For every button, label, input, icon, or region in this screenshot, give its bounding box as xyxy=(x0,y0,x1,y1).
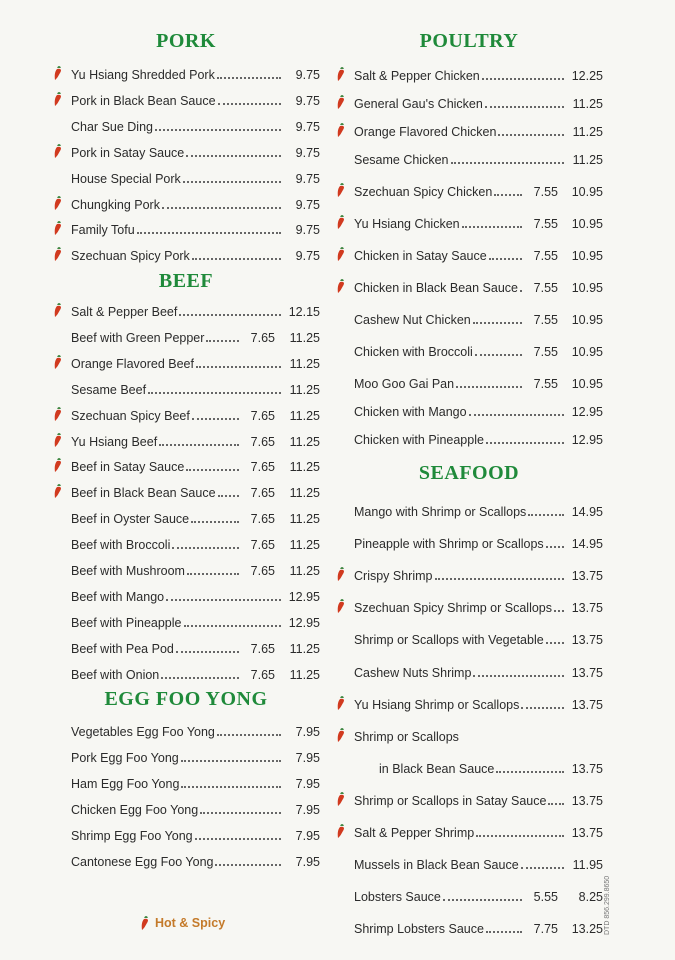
menu-item xyxy=(52,325,320,345)
chili-pepper-icon xyxy=(53,196,64,211)
menu-item-name: Szechuan Spicy Shrimp or Scallops xyxy=(354,601,553,616)
menu-item-price: 12.95 xyxy=(571,405,603,419)
menu-item-price: 11.25 xyxy=(289,564,320,578)
menu-item-name: Beef with Green Pepper xyxy=(71,330,205,345)
menu-item-name: House Special Pork xyxy=(71,171,181,186)
menu-item-name: Mango with Shrimp or Scallops xyxy=(354,505,527,519)
menu-item-name: Cantonese Egg Foo Yong xyxy=(71,854,214,869)
menu-item-name: Chicken Egg Foo Yong xyxy=(71,802,199,817)
menu-item xyxy=(335,563,603,583)
dot-leader xyxy=(485,106,564,108)
chili-pepper-icon xyxy=(53,221,64,236)
menu-item-name: Yu Hsiang Shrimp or Scallops xyxy=(354,697,520,712)
chili-pepper-icon xyxy=(53,92,64,107)
menu-item-name: Chicken with Broccoli xyxy=(354,345,473,359)
menu-item-name: Moo Goo Gai Pan xyxy=(354,377,455,391)
menu-item xyxy=(52,849,320,869)
section-title-beef: BEEF xyxy=(158,270,214,292)
menu-item-price: 9.75 xyxy=(295,145,320,160)
menu-item-name: Shrimp Lobsters Sauce xyxy=(354,922,484,937)
menu-item xyxy=(335,119,603,139)
menu-item-name: Yu Hsiang Beef xyxy=(71,434,158,449)
menu-item-price: 11.25 xyxy=(572,125,603,139)
menu-item-name: Orange Flavored Chicken xyxy=(354,125,497,139)
menu-item xyxy=(335,756,603,776)
menu-item-price: 11.25 xyxy=(289,330,320,345)
menu-item-price: 13.75 xyxy=(571,761,603,776)
dot-leader xyxy=(494,194,522,196)
menu-item-price-small: 7.65 xyxy=(250,564,275,578)
menu-item-name: Shrimp Egg Foo Yong xyxy=(71,828,193,843)
menu-item-price: 13.75 xyxy=(571,633,603,648)
menu-item xyxy=(335,852,603,872)
menu-item-name: Shrimp or Scallops in Satay Sauce xyxy=(354,793,547,808)
menu-item-name: Family Tofu xyxy=(71,223,135,238)
menu-item-name: Chicken with Pineapple xyxy=(354,433,484,447)
menu-item-price: 8.25 xyxy=(578,890,603,905)
menu-item-name: Sesame Chicken xyxy=(354,153,449,167)
menu-item-price: 10.95 xyxy=(571,185,603,199)
dot-leader xyxy=(435,578,565,580)
menu-item xyxy=(52,454,320,474)
menu-item-price: 12.25 xyxy=(571,69,603,83)
dot-leader xyxy=(162,207,281,209)
dot-leader xyxy=(469,414,564,416)
chili-pepper-icon xyxy=(336,123,347,138)
menu-item xyxy=(335,595,603,615)
dot-leader xyxy=(148,392,281,394)
menu-item-name: Yu Hsiang Shredded Pork xyxy=(71,68,215,82)
menu-item-price: 11.95 xyxy=(572,858,603,873)
menu-item-name: Orange Flavored Beef xyxy=(71,356,194,371)
dot-leader xyxy=(217,734,281,736)
menu-item-name: Beef with Pineapple xyxy=(71,615,182,630)
menu-item xyxy=(335,820,603,840)
menu-item-price-small: 7.55 xyxy=(533,249,558,263)
menu-item-price: 11.25 xyxy=(572,97,603,111)
menu-item-price: 11.25 xyxy=(572,153,603,167)
menu-item-name: Ham Egg Foo Yong xyxy=(71,776,180,791)
dot-leader xyxy=(473,322,522,324)
menu-item-price: 13.75 xyxy=(571,569,603,584)
menu-item-price-small: 7.55 xyxy=(533,185,558,199)
menu-item-price: 9.75 xyxy=(295,197,320,212)
menu-item-name: Salt & Pepper Shrimp xyxy=(354,826,475,840)
dot-leader xyxy=(520,290,522,292)
menu-item-price: 13.25 xyxy=(571,922,603,937)
menu-item-price: 12.95 xyxy=(288,589,320,604)
dot-leader xyxy=(183,181,281,183)
menu-item-name: Beef in Oyster Sauce xyxy=(71,512,190,527)
menu-item-name: in Black Bean Sauce xyxy=(379,761,495,776)
chili-pepper-icon xyxy=(53,484,64,499)
menu-item xyxy=(335,531,603,551)
dot-leader xyxy=(181,760,281,762)
menu-item xyxy=(52,558,320,578)
dot-leader xyxy=(482,78,564,80)
menu-item-name: Crispy Shrimp xyxy=(354,569,433,584)
menu-item-price-small: 7.65 xyxy=(250,538,275,553)
dot-leader xyxy=(528,514,564,516)
menu-item xyxy=(52,377,320,397)
menu-item xyxy=(52,62,320,82)
menu-item-price: 10.95 xyxy=(571,345,603,359)
menu-item-name: Beef with Mango xyxy=(71,589,165,604)
dot-leader xyxy=(187,573,239,575)
menu-item xyxy=(52,351,320,371)
menu-item xyxy=(335,499,603,519)
dot-leader xyxy=(443,899,522,901)
chili-pepper-icon xyxy=(53,407,64,422)
menu-item-name: Pork in Black Bean Sauce xyxy=(71,93,216,108)
dot-leader xyxy=(166,599,281,601)
chili-pepper-icon xyxy=(336,824,347,839)
menu-item-price: 11.25 xyxy=(289,538,320,553)
menu-item-price: 9.75 xyxy=(295,119,320,134)
menu-item-name: Cashew Nut Chicken xyxy=(354,313,471,327)
menu-item xyxy=(52,745,320,765)
menu-item xyxy=(335,339,603,359)
menu-item-price-small: 7.65 xyxy=(250,434,275,449)
dot-leader xyxy=(191,521,239,523)
menu-item-name: Beef with Onion xyxy=(71,667,160,682)
menu-item-price: 7.95 xyxy=(295,725,320,739)
menu-item xyxy=(52,636,320,656)
dot-leader xyxy=(206,340,239,342)
dot-leader xyxy=(172,547,239,549)
dot-leader xyxy=(176,651,239,653)
menu-item-price: 7.95 xyxy=(295,854,320,869)
menu-item xyxy=(335,275,603,295)
menu-item-price: 10.95 xyxy=(571,313,603,327)
menu-item xyxy=(52,532,320,552)
dot-leader xyxy=(456,386,522,388)
menu-item-price: 13.75 xyxy=(571,826,603,840)
menu-item-name: Yu Hsiang Chicken xyxy=(354,217,460,231)
menu-item-price: 10.95 xyxy=(571,217,603,231)
menu-item-name: Chicken with Mango xyxy=(354,405,467,419)
menu-item-price-small: 7.65 xyxy=(250,667,275,682)
menu-item-price-small: 7.65 xyxy=(250,408,275,423)
dot-leader xyxy=(184,625,282,627)
dot-leader xyxy=(475,354,522,356)
dot-leader xyxy=(192,418,239,420)
menu-item-price: 13.75 xyxy=(571,601,603,616)
dot-leader xyxy=(200,812,281,814)
chili-pepper-icon xyxy=(53,355,64,370)
dot-leader xyxy=(217,77,281,79)
menu-item-name: Char Sue Ding xyxy=(71,119,153,134)
menu-item xyxy=(52,797,320,817)
menu-item-price: 11.25 xyxy=(289,460,320,475)
menu-item xyxy=(335,147,603,167)
menu-item-name: Salt & Pepper Chicken xyxy=(354,69,480,83)
chili-pepper-icon xyxy=(336,95,347,110)
menu-item-price-small: 7.75 xyxy=(533,922,558,937)
section-title-seafood: SEAFOOD xyxy=(418,462,520,484)
dot-leader xyxy=(462,226,522,228)
dot-leader xyxy=(546,546,564,548)
menu-item xyxy=(52,192,320,212)
chili-pepper-icon xyxy=(336,247,347,262)
menu-item-price: 11.25 xyxy=(289,512,320,527)
dot-leader xyxy=(521,867,564,869)
menu-item-price: 14.95 xyxy=(571,505,603,519)
menu-item xyxy=(52,719,320,739)
menu-item-price: 10.95 xyxy=(571,281,603,295)
dot-leader xyxy=(195,838,281,840)
menu-item xyxy=(52,662,320,682)
menu-item xyxy=(52,403,320,423)
menu-item-price: 13.75 xyxy=(571,697,603,712)
menu-item-price: 11.25 xyxy=(289,356,320,371)
menu-item-name: Mussels in Black Bean Sauce xyxy=(354,858,519,873)
menu-item xyxy=(335,91,603,111)
menu-item xyxy=(52,480,320,500)
menu-item-name: Szechuan Spicy Chicken xyxy=(354,185,493,199)
menu-item-price: 12.95 xyxy=(288,615,320,630)
menu-item-name: Beef in Black Bean Sauce xyxy=(71,486,216,501)
menu-item xyxy=(52,243,320,263)
menu-item-name: Chicken in Satay Sauce xyxy=(354,249,487,263)
chili-pepper-icon xyxy=(336,183,347,198)
menu-item xyxy=(335,63,603,83)
menu-item xyxy=(335,660,603,680)
menu-item-price: 9.75 xyxy=(295,93,320,108)
menu-item-price-small: 7.55 xyxy=(533,313,558,327)
dot-leader xyxy=(186,469,239,471)
dot-leader xyxy=(218,495,239,497)
menu-item xyxy=(335,627,603,647)
menu-item-name: Cashew Nuts Shrimp xyxy=(354,665,472,680)
menu-item-name: Szechuan Spicy Pork xyxy=(71,249,190,264)
menu-item xyxy=(52,429,320,449)
menu-item-name: Szechuan Spicy Beef xyxy=(71,408,190,423)
menu-item xyxy=(335,399,603,419)
dot-leader xyxy=(137,232,281,234)
menu-item xyxy=(52,823,320,843)
menu-item xyxy=(52,217,320,237)
dot-leader xyxy=(521,707,564,709)
menu-item-price: 12.95 xyxy=(571,433,603,447)
menu-item xyxy=(52,114,320,134)
menu-item xyxy=(52,88,320,108)
section-title-egg-foo-yong: EGG FOO YONG xyxy=(104,688,268,710)
dot-leader xyxy=(192,258,281,260)
dot-leader xyxy=(451,162,565,164)
chili-pepper-icon xyxy=(53,66,64,81)
menu-item-name: Shrimp or Scallops with Vegetable xyxy=(354,633,544,648)
menu-item-name: Pork Egg Foo Yong xyxy=(71,750,179,765)
dot-leader xyxy=(159,444,239,446)
menu-item-price: 11.25 xyxy=(289,641,320,656)
dot-leader xyxy=(181,786,281,788)
menu-item xyxy=(52,610,320,630)
menu-item-name: Beef in Satay Sauce xyxy=(71,460,185,475)
chili-pepper-icon xyxy=(336,599,347,614)
chili-pepper-icon xyxy=(336,696,347,711)
dot-leader xyxy=(476,835,564,837)
menu-item-price-small: 7.55 xyxy=(533,377,558,391)
menu-item-name: Beef with Pea Pod xyxy=(71,641,174,656)
menu-item-price-small: 7.55 xyxy=(533,281,558,295)
chili-pepper-icon xyxy=(53,433,64,448)
chili-pepper-icon xyxy=(336,215,347,230)
menu-item xyxy=(52,140,320,160)
menu-item-price: 10.95 xyxy=(571,249,603,263)
menu-item-price-small: 7.65 xyxy=(250,641,275,656)
section-title-pork: PORK xyxy=(156,30,216,52)
menu-item-name: Pineapple with Shrimp or Scallops xyxy=(354,537,544,552)
menu-item xyxy=(335,371,603,391)
chili-pepper-icon xyxy=(53,144,64,159)
menu-item-name: Beef with Broccoli xyxy=(71,538,171,553)
menu-item-price: 9.75 xyxy=(295,171,320,186)
menu-item-price: 11.25 xyxy=(289,667,320,682)
menu-item-price-small: 7.65 xyxy=(250,512,275,527)
menu-item-price: 9.75 xyxy=(295,68,320,82)
dot-leader xyxy=(486,442,564,444)
dot-leader xyxy=(179,314,281,316)
dot-leader xyxy=(186,155,281,157)
menu-item xyxy=(335,243,603,263)
menu-item-name: Pork in Satay Sauce xyxy=(71,145,185,160)
menu-item-name: Lobsters Sauce xyxy=(354,890,441,905)
dot-leader xyxy=(496,771,564,773)
menu-item-price: 12.15 xyxy=(288,305,320,319)
dot-leader xyxy=(554,610,564,612)
menu-item-price: 13.75 xyxy=(571,793,603,808)
dot-leader xyxy=(548,803,564,805)
menu-item xyxy=(335,788,603,808)
menu-item-price: 7.95 xyxy=(295,750,320,765)
menu-item-price-small: 7.55 xyxy=(533,217,558,231)
dot-leader xyxy=(196,366,281,368)
menu-item-price-small: 7.65 xyxy=(250,330,275,345)
menu-item xyxy=(335,724,603,744)
legend-label: Hot & Spicy xyxy=(155,916,226,930)
dot-leader xyxy=(218,103,281,105)
menu-item xyxy=(335,179,603,199)
dot-leader xyxy=(489,258,522,260)
menu-item-price: 7.95 xyxy=(295,776,320,791)
menu-item-price: 11.25 xyxy=(289,408,320,423)
menu-item-name: Chungking Pork xyxy=(71,197,160,212)
menu-item-price-small: 7.65 xyxy=(250,460,275,475)
chili-pepper-icon xyxy=(53,458,64,473)
menu-item xyxy=(52,771,320,791)
menu-item xyxy=(335,307,603,327)
chili-pepper-icon xyxy=(336,279,347,294)
menu-item-price: 7.95 xyxy=(295,828,320,843)
dot-leader xyxy=(486,931,522,933)
chili-pepper-icon xyxy=(53,247,64,262)
menu-item-price: 11.25 xyxy=(289,382,320,397)
menu-item-name: Shrimp or Scallops xyxy=(354,729,459,744)
menu-item xyxy=(335,211,603,231)
menu-item-name: Vegetables Egg Foo Yong xyxy=(71,725,215,739)
dot-leader xyxy=(161,677,239,679)
menu-item-name: Sesame Beef xyxy=(71,382,147,397)
menu-item xyxy=(52,506,320,526)
menu-item xyxy=(335,884,603,904)
chili-pepper-icon xyxy=(140,916,151,931)
dot-leader xyxy=(215,864,281,866)
menu-item-price: 10.95 xyxy=(571,377,603,391)
menu-item-name: Salt & Pepper Beef xyxy=(71,305,178,319)
side-code: DTD 856.299.8650 xyxy=(604,875,611,935)
dot-leader xyxy=(546,642,564,644)
chili-pepper-icon xyxy=(336,728,347,743)
menu-item xyxy=(52,584,320,604)
menu-item xyxy=(52,299,320,319)
menu-item-price-small: 5.55 xyxy=(533,890,558,905)
menu-item-price: 13.75 xyxy=(571,665,603,680)
chili-pepper-icon xyxy=(336,567,347,582)
chili-pepper-icon xyxy=(336,792,347,807)
menu-item-price: 7.95 xyxy=(295,802,320,817)
dot-leader xyxy=(155,129,281,131)
menu-item-name: General Gau's Chicken xyxy=(354,97,483,111)
menu-item xyxy=(335,692,603,712)
menu-item xyxy=(335,916,603,936)
legend xyxy=(140,914,225,932)
menu-item-price: 14.95 xyxy=(571,537,603,552)
dot-leader xyxy=(498,134,564,136)
menu-item-price: 11.25 xyxy=(289,434,320,449)
menu-item-price-small: 7.65 xyxy=(250,486,275,501)
chili-pepper-icon xyxy=(336,67,347,82)
menu-item xyxy=(335,427,603,447)
menu-item xyxy=(52,166,320,186)
menu-item-price: 9.75 xyxy=(295,223,320,238)
dot-leader xyxy=(473,675,564,677)
menu-item-name: Beef with Mushroom xyxy=(71,564,185,578)
menu-item-name: Chicken in Black Bean Sauce xyxy=(354,281,518,295)
menu-item-price: 9.75 xyxy=(295,249,320,264)
menu-item-price: 11.25 xyxy=(289,486,320,501)
menu-item-price-small: 7.55 xyxy=(533,345,558,359)
chili-pepper-icon xyxy=(53,303,64,318)
section-title-poultry: POULTRY xyxy=(419,30,519,52)
